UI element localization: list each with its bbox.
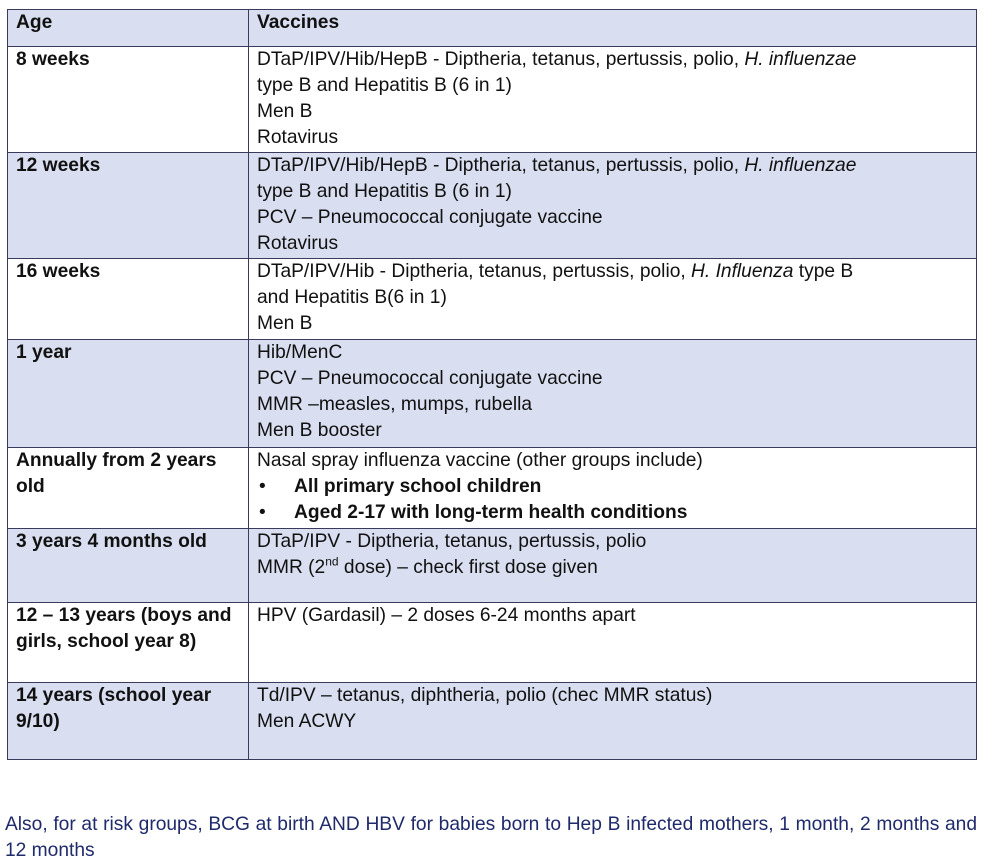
bullet-item [257, 474, 969, 500]
vaccine-line: Men ACWY [257, 711, 357, 732]
vaccine-line: type B and Hepatitis B (6 in 1) [257, 181, 512, 202]
bullet-text: Aged 2-17 with long-term health conditions [294, 502, 688, 523]
vaccine-text: dose) – check first dose given [338, 557, 598, 578]
bullet-text: All primary school children [294, 476, 542, 497]
vaccine-line: PCV – Pneumococcal conjugate vaccine [257, 368, 603, 389]
vaccine-schedule-table [7, 9, 977, 760]
vaccine-line: Men B booster [257, 420, 382, 441]
table-row [8, 153, 977, 259]
age-cell: 3 years 4 months old [8, 529, 249, 603]
vaccine-text: DTaP/IPV/Hib/HepB - Diptheria, tetanus, pertussis, polio, [257, 49, 745, 70]
table-row [8, 259, 977, 340]
vaccine-line [257, 47, 969, 73]
table-header-row [8, 10, 977, 47]
vaccines-cell [249, 683, 977, 760]
vaccines-cell [249, 259, 977, 340]
bullet-icon: • [259, 502, 266, 523]
table-row [8, 340, 977, 448]
vaccine-line: Td/IPV – tetanus, diphtheria, polio (chec MMR status) [257, 685, 713, 706]
vaccine-line [257, 153, 969, 179]
vaccine-text: type B [793, 261, 854, 282]
vaccine-line: Men B [257, 101, 313, 122]
ordinal-superscript: nd [325, 554, 339, 569]
vaccines-column-header: Vaccines [249, 10, 977, 47]
vaccine-line: MMR –measles, mumps, rubella [257, 394, 533, 415]
vaccine-line: Hib/MenC [257, 342, 343, 363]
table-row [8, 683, 977, 760]
vaccine-line: Nasal spray influenza vaccine (other groups include) [257, 450, 703, 471]
age-cell: 1 year [8, 340, 249, 448]
bullet-item [257, 500, 969, 526]
age-cell: 12 weeks [8, 153, 249, 259]
age-cell: 12 – 13 years (boys and girls, school year 8) [8, 603, 249, 683]
age-cell: 8 weeks [8, 47, 249, 153]
vaccines-cell [249, 153, 977, 259]
vaccine-line: Men B [257, 313, 313, 334]
vaccine-text: DTaP/IPV/Hib/HepB - Diptheria, tetanus, pertussis, polio, [257, 155, 745, 176]
bullet-icon: • [259, 476, 266, 497]
vaccine-line: Rotavirus [257, 233, 339, 254]
vaccine-line: and Hepatitis B(6 in 1) [257, 287, 447, 308]
vaccines-cell [249, 603, 977, 683]
vaccine-line: HPV (Gardasil) – 2 doses 6-24 months apart [257, 605, 636, 626]
vaccine-line [257, 555, 969, 581]
vaccine-line [257, 259, 969, 285]
vaccines-cell [249, 340, 977, 448]
vaccines-cell [249, 47, 977, 153]
table-row [8, 603, 977, 683]
vaccines-cell [249, 529, 977, 603]
age-column-header: Age [8, 10, 249, 47]
vaccine-line: type B and Hepatitis B (6 in 1) [257, 75, 512, 96]
vaccine-italic-text: H. influenzae [744, 49, 857, 70]
footnote-paragraph: Also, for at risk groups, BCG at birth AND HBV for babies born to Hep B infected mothers, 1 month, 2 months and 12 months [5, 814, 977, 862]
vaccine-text: MMR (2 [257, 557, 326, 578]
vaccine-line: Rotavirus [257, 127, 339, 148]
vaccines-cell [249, 448, 977, 529]
vaccine-line: DTaP/IPV - Diptheria, tetanus, pertussis, polio [257, 531, 647, 552]
vaccine-italic-text: H. Influenza [691, 261, 794, 282]
vaccine-text: DTaP/IPV/Hib - Diptheria, tetanus, pertussis, polio, [257, 261, 692, 282]
table-row [8, 448, 977, 529]
vaccine-italic-text: H. influenzae [744, 155, 857, 176]
age-cell: 16 weeks [8, 259, 249, 340]
vaccine-line: PCV – Pneumococcal conjugate vaccine [257, 207, 603, 228]
table-row [8, 529, 977, 603]
age-cell: 14 years (school year 9/10) [8, 683, 249, 760]
table-row [8, 47, 977, 153]
age-cell: Annually from 2 years old [8, 448, 249, 529]
